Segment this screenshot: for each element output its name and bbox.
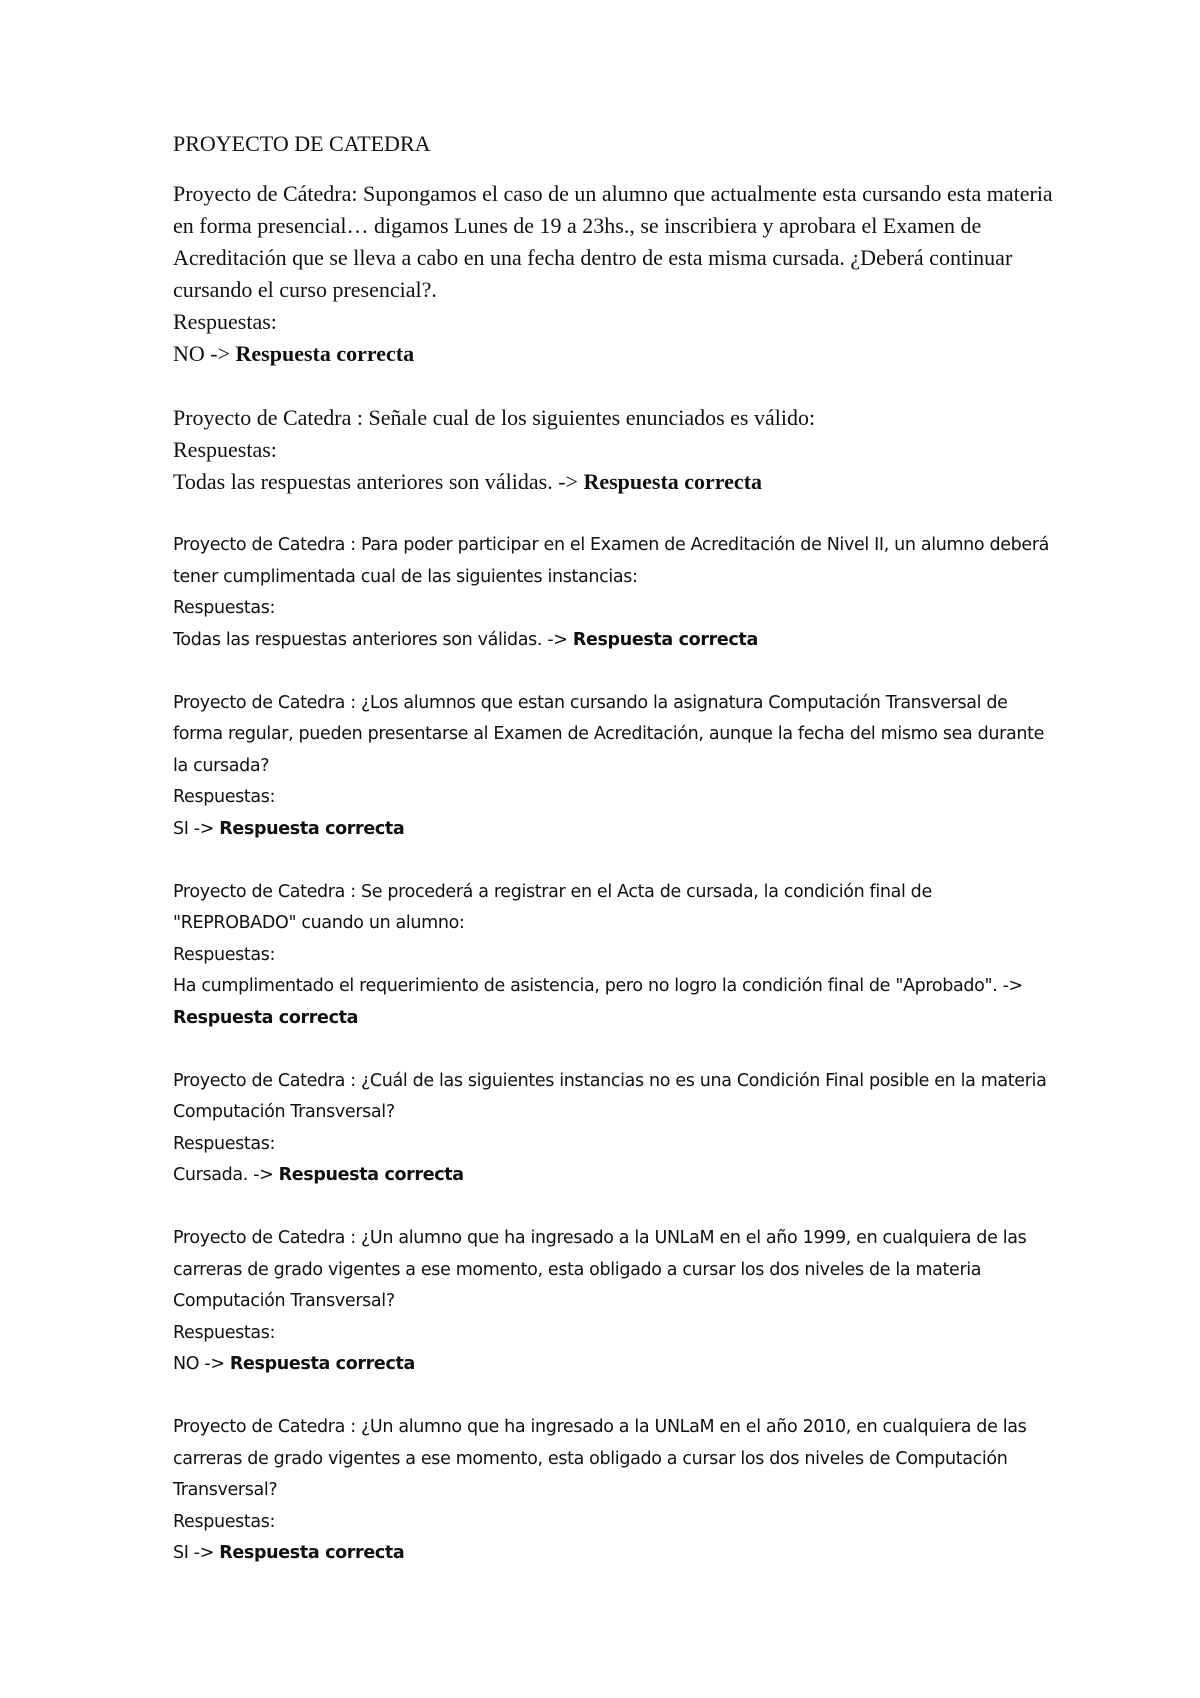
question-text: Proyecto de Catedra : Señale cual de los siguientes enunciados es válido:: [173, 405, 816, 430]
answer-text: SI ->: [173, 818, 215, 839]
question-block-4: [173, 688, 1073, 846]
answer-line: [173, 1160, 1073, 1192]
question-text: Proyecto de Catedra : Se procederá a registrar en el Acta de cursada, la condición final de "REPROBADO" cuando un alumno:: [173, 881, 932, 933]
answer-line: [173, 971, 1053, 1034]
correct-label: Respuesta correcta: [229, 1354, 415, 1374]
correct-label: Respuesta correcta: [572, 629, 758, 650]
answer-text: NO ->: [173, 341, 231, 366]
answer-line: [173, 814, 1073, 846]
question-text: Proyecto de Catedra : ¿Un alumno que ha ingresado a la UNLaM en el año 1999, en cualquiera de las carreras de grado vigentes a ese momento, esta obligado a cursar los dos niveles de la materia Computación Transversal?: [173, 1228, 1027, 1311]
answer-text: Ha cumplimentado el requerimiento de asistencia, pero no logro la condición final de "Aprobado". ->: [173, 976, 1023, 996]
respuestas-label: Respuestas:: [173, 598, 276, 618]
respuestas-label: Respuestas:: [173, 437, 277, 462]
correct-label: Respuesta correcta: [583, 469, 763, 494]
correct-label: Respuesta correcta: [173, 1007, 359, 1028]
correct-label: Respuesta correcta: [219, 818, 405, 839]
answer-text: Todas las respuestas anteriores son válidas. ->: [173, 629, 568, 650]
correct-label: Respuesta correcta: [219, 1543, 405, 1563]
respuestas-label: Respuestas:: [173, 1511, 276, 1532]
question-block-2: [173, 402, 1073, 498]
answer-text: Cursada. ->: [173, 1165, 274, 1185]
question-text: Proyecto de Catedra : Para poder participar en el Examen de Acreditación de Nivel II, un alumno deberá tener cumplimentada cual de las siguientes instancias:: [173, 535, 1050, 587]
respuestas-label: Respuestas:: [173, 944, 276, 965]
correct-label: Respuesta correcta: [235, 341, 415, 366]
answer-line: [173, 338, 1073, 370]
question-text: Proyecto de Catedra : ¿Los alumnos que estan cursando la asignatura Computación Transversal de forma regular, pueden presentarse al Examen de Acreditación, aunque la fecha del mismo sea durante la cursada?: [173, 692, 1045, 776]
question-text: Proyecto de Cátedra: Supongamos el caso de un alumno que actualmente esta cursando esta materia en forma presencial… digamos Lunes de 19 a 23hs., se inscribiera y aprobara el Examen de Acreditación que se lleva a cabo en una fecha dentro de esta misma cursada. ¿Deberá continuar cursando el curso presencial?.: [173, 181, 1053, 302]
question-text: Proyecto de Catedra : ¿Un alumno que ha ingresado a la UNLaM en el año 2010, en cualquiera de las carreras de grado vigentes a ese momento, esta obligado a cursar los dos niveles de Computación Transversal?: [173, 1417, 1027, 1500]
question-block-8: [173, 1412, 1073, 1570]
answer-line: [173, 466, 1073, 498]
question-block-1: [173, 178, 1073, 370]
answer-text: Todas las respuestas anteriores son válidas. ->: [173, 469, 578, 494]
question-block-6: [173, 1066, 1073, 1192]
answer-text: SI ->: [173, 1543, 215, 1563]
answer-line: [173, 1349, 1073, 1381]
respuestas-label: Respuestas:: [173, 1322, 276, 1343]
answer-line: [173, 625, 1073, 657]
answer-line: [173, 1538, 1073, 1570]
question-block-5: [173, 877, 1073, 1035]
question-block-7: [173, 1223, 1073, 1381]
respuestas-label: Respuestas:: [173, 1133, 276, 1154]
question-block-3: [173, 530, 1073, 656]
document-page: [173, 128, 1073, 1601]
correct-label: Respuesta correcta: [278, 1165, 464, 1185]
respuestas-label: Respuestas:: [173, 309, 277, 334]
question-text: Proyecto de Catedra : ¿Cuál de las siguientes instancias no es una Condición Final posible en la materia Computación Transversal?: [173, 1070, 1047, 1122]
document-title: PROYECTO DE CATEDRA: [173, 131, 431, 156]
respuestas-label: Respuestas:: [173, 787, 276, 807]
answer-text: NO ->: [173, 1354, 225, 1374]
